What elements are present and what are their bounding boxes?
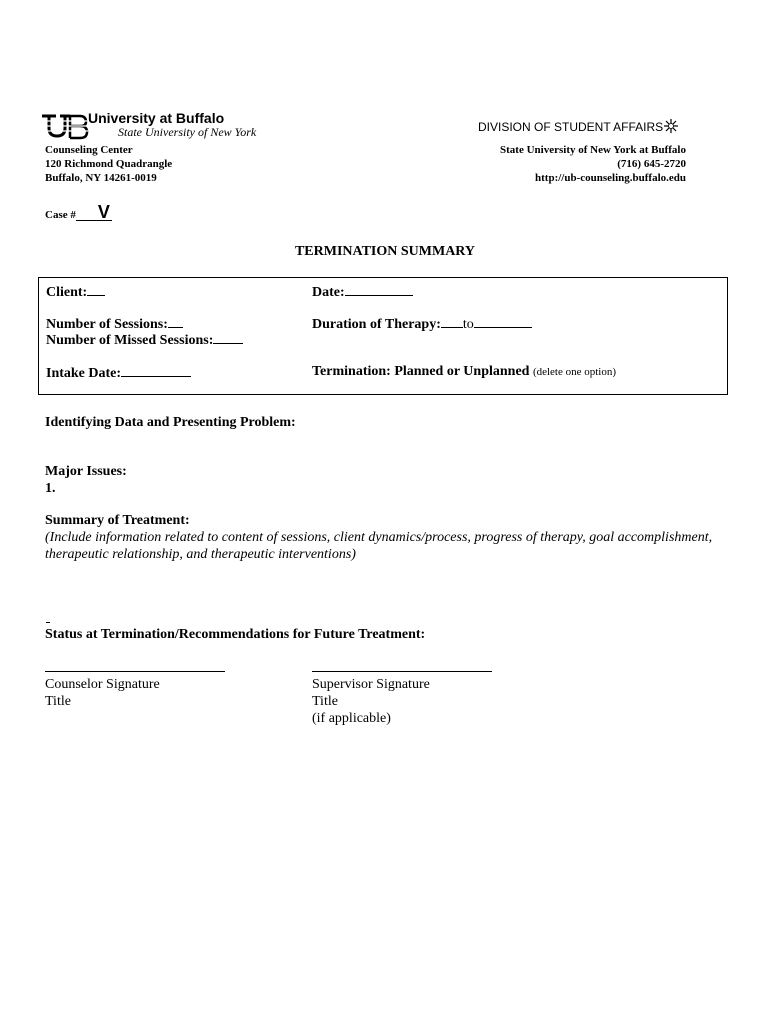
supervisor-signature-label: Supervisor Signature <box>312 677 430 692</box>
major-issues-heading: Major Issues: <box>45 464 127 479</box>
logo-title: University at Buffalo <box>88 110 225 126</box>
intake-blank[interactable] <box>121 364 191 377</box>
sessions-label: Number of Sessions: <box>46 317 168 332</box>
duration-field <box>312 315 532 333</box>
division-title: DIVISION OF STUDENT AFFAIRS <box>478 120 664 134</box>
starburst-icon <box>664 119 678 133</box>
division-header <box>478 120 663 134</box>
duration-label: Duration of Therapy: <box>312 317 441 332</box>
document-title: TERMINATION SUMMARY <box>294 244 476 259</box>
termination-field <box>312 364 616 380</box>
counselor-signature-label: Counselor Signature <box>45 677 160 692</box>
status-heading: Status at Termination/Recommendations for Future Treatment: <box>45 627 426 642</box>
logo-subtitle: State University of New York <box>118 125 257 139</box>
duration-from-blank[interactable] <box>441 315 463 328</box>
client-blank[interactable] <box>87 283 105 296</box>
client-info-box <box>38 277 728 395</box>
counselor-signature-block <box>45 676 160 710</box>
intake-field <box>46 364 191 382</box>
supervisor-signature-block <box>312 676 430 727</box>
case-value[interactable]: V <box>76 204 112 221</box>
university-contact <box>500 143 686 185</box>
missed-sessions-blank[interactable] <box>213 331 243 344</box>
university-url[interactable]: http://ub-counseling.buffalo.edu <box>535 172 686 184</box>
ub-monogram-icon <box>40 112 90 142</box>
termination-note: (delete one option) <box>532 366 617 378</box>
counselor-signature-line[interactable] <box>45 671 225 672</box>
counselor-title-label: Title <box>45 694 71 709</box>
date-blank[interactable] <box>345 283 413 296</box>
stray-mark <box>46 622 50 623</box>
center-name: Counseling Center <box>45 144 133 156</box>
client-label: Client: <box>46 285 88 300</box>
duration-to: to <box>462 317 474 332</box>
university-phone: (716) 645-2720 <box>617 158 686 170</box>
intake-label: Intake Date: <box>46 366 122 381</box>
case-label: Case # <box>45 209 76 221</box>
case-number <box>45 204 112 221</box>
missed-sessions-label: Number of Missed Sessions: <box>46 333 214 348</box>
summary-heading: Summary of Treatment: <box>45 513 190 528</box>
supervisor-signature-line[interactable] <box>312 671 492 672</box>
center-address <box>45 143 172 185</box>
center-street: 120 Richmond Quadrangle <box>45 158 173 170</box>
duration-to-blank[interactable] <box>474 315 532 328</box>
identifying-heading: Identifying Data and Presenting Problem: <box>45 415 296 430</box>
university-name: State University of New York at Buffalo <box>500 144 686 156</box>
supervisor-note: (if applicable) <box>312 711 391 726</box>
sessions-blank[interactable] <box>168 315 183 328</box>
date-field <box>312 283 413 301</box>
termination-label: Termination: Planned or Unplanned <box>312 364 530 379</box>
client-field <box>46 283 105 301</box>
major-issue-item: 1. <box>45 481 56 496</box>
supervisor-title-label: Title <box>312 694 338 709</box>
center-city: Buffalo, NY 14261-0019 <box>45 172 157 184</box>
missed-sessions-field <box>46 331 243 349</box>
date-label: Date: <box>312 285 345 300</box>
ub-logo <box>40 110 280 140</box>
summary-instructions: (Include information related to content of sessions, client dynamics/process, progress of therapy, goal accomplishment, therapeutic relationship, and therapeutic interventions) <box>45 530 713 562</box>
